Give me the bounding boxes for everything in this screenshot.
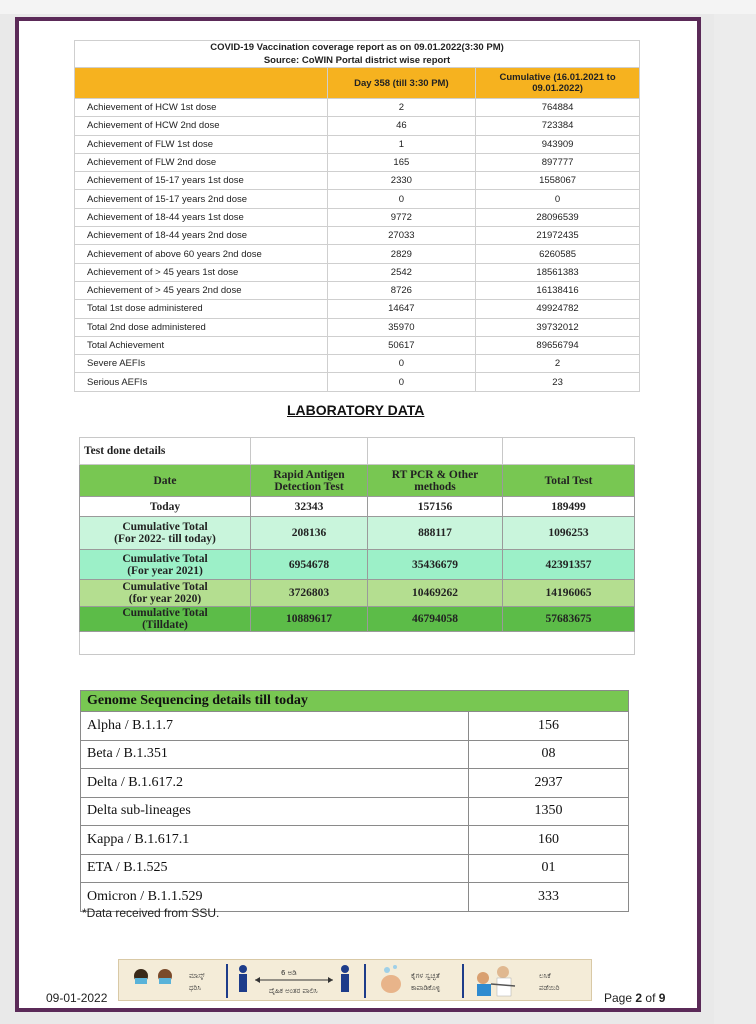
person-icon bbox=[341, 965, 349, 992]
lab-test-done-label: Test done details bbox=[80, 438, 251, 465]
lab-row-rtpcr: 157156 bbox=[368, 497, 503, 517]
lab-row-rat: 208136 bbox=[251, 517, 368, 550]
cum-header-line2: 09.01.2022) bbox=[532, 83, 583, 94]
lab-row-date-line1: Cumulative Total bbox=[122, 581, 208, 593]
vaccination-icon bbox=[477, 966, 515, 996]
lab-blank-cell bbox=[503, 438, 635, 465]
vaccination-row bbox=[75, 263, 640, 281]
page-current: 2 bbox=[635, 991, 643, 1005]
vaccination-row bbox=[75, 227, 640, 245]
lab-column-header bbox=[80, 465, 635, 497]
vaccination-row-day: 2829 bbox=[327, 245, 476, 263]
lab-table bbox=[79, 437, 635, 655]
vaccination-row-label: Achievement of > 45 years 1st dose bbox=[75, 263, 328, 281]
vaccination-row-cumulative: 1558067 bbox=[476, 172, 640, 190]
vaccination-row-label: Achievement of > 45 years 2nd dose bbox=[75, 281, 328, 299]
genome-row bbox=[81, 797, 629, 826]
genome-row-value: 08 bbox=[469, 740, 629, 769]
svg-text:ಪಡೆಯಿರಿ: ಪಡೆಯಿರಿ bbox=[539, 984, 560, 992]
genome-heading: Genome Sequencing details till today bbox=[81, 691, 629, 712]
vaccination-row-label: Total 1st dose administered bbox=[75, 300, 328, 318]
vaccination-row bbox=[75, 117, 640, 135]
lab-row-date-line2: (For year 2021) bbox=[127, 564, 203, 577]
lab-row-date-line1: Today bbox=[149, 500, 181, 513]
right-strip bbox=[714, 14, 756, 1024]
lab-row-date bbox=[80, 497, 251, 517]
lab-header-rat-line1: Rapid Antigen bbox=[273, 468, 345, 481]
lab-header-rtpcr-line2: methods bbox=[414, 480, 456, 493]
vaccination-row-cumulative: 0 bbox=[476, 190, 640, 208]
lab-row-rtpcr: 888117 bbox=[368, 517, 503, 550]
vaccination-row bbox=[75, 281, 640, 299]
vaccination-row-day: 0 bbox=[327, 373, 476, 391]
vaccination-row-day: 2542 bbox=[327, 263, 476, 281]
vaccination-row bbox=[75, 355, 640, 373]
vaccination-row bbox=[75, 208, 640, 226]
vaccination-row-day: 2330 bbox=[327, 172, 476, 190]
lab-row bbox=[80, 517, 635, 550]
vaccination-row-cumulative: 16138416 bbox=[476, 281, 640, 299]
genome-row-name: Alpha / B.1.1.7 bbox=[81, 712, 469, 741]
vaccination-row-day: 165 bbox=[327, 153, 476, 171]
lab-row-total: 14196065 bbox=[503, 580, 635, 607]
vaccination-row-label: Total Achievement bbox=[75, 336, 328, 354]
svg-text:ಲಸಿಕೆ: ಲಸಿಕೆ bbox=[539, 972, 551, 980]
hand-wash-icon bbox=[381, 965, 401, 993]
vaccination-row-cumulative: 943909 bbox=[476, 135, 640, 153]
lab-blank-cell bbox=[251, 438, 368, 465]
genome-row-value: 1350 bbox=[469, 797, 629, 826]
vaccination-row bbox=[75, 300, 640, 318]
genome-row-name: Beta / B.1.351 bbox=[81, 740, 469, 769]
vaccination-row-label: Achievement of 15-17 years 2nd dose bbox=[75, 190, 328, 208]
lab-row-rat: 32343 bbox=[251, 497, 368, 517]
vaccination-row bbox=[75, 135, 640, 153]
genome-row-name: Delta / B.1.617.2 bbox=[81, 769, 469, 798]
vaccination-row-day: 46 bbox=[327, 117, 476, 135]
genome-row-name: ETA / B.1.525 bbox=[81, 854, 469, 883]
vaccination-row-day: 2 bbox=[327, 99, 476, 117]
vaccination-row-cumulative: 18561383 bbox=[476, 263, 640, 281]
vaccination-row-day: 14647 bbox=[327, 300, 476, 318]
lab-body bbox=[80, 497, 635, 632]
vaccination-row-cumulative: 6260585 bbox=[476, 245, 640, 263]
footnote: *Data received from SSU. bbox=[82, 906, 220, 920]
vaccination-title: COVID-19 Vaccination coverage report as on 09.01.2022(3:30 PM) bbox=[75, 41, 640, 55]
vaccination-source: Source: CoWIN Portal district wise report bbox=[75, 54, 640, 68]
vaccination-row-label: Achievement of 18-44 years 1st dose bbox=[75, 208, 328, 226]
vaccination-row bbox=[75, 336, 640, 354]
vaccination-row-cumulative: 89656794 bbox=[476, 336, 640, 354]
vaccination-row-cumulative: 764884 bbox=[476, 99, 640, 117]
lab-header-rtpcr bbox=[368, 465, 503, 497]
vaccination-row bbox=[75, 245, 640, 263]
vaccination-row-label: Total 2nd dose administered bbox=[75, 318, 328, 336]
vaccination-row-label: Severe AEFIs bbox=[75, 355, 328, 373]
vaccination-row-label: Achievement of FLW 2nd dose bbox=[75, 153, 328, 171]
lab-row-date-line1: Cumulative Total bbox=[122, 607, 208, 619]
genome-row-name: Delta sub-lineages bbox=[81, 797, 469, 826]
lab-header-rtpcr-line1: RT PCR & Other bbox=[391, 468, 479, 481]
svg-text:ಕೈಗಳ ಸ್ವಚ್ಛತೆ: ಕೈಗಳ ಸ್ವಚ್ಛತೆ bbox=[411, 972, 440, 980]
vaccination-row bbox=[75, 318, 640, 336]
vaccination-row-label: Achievement of HCW 1st dose bbox=[75, 99, 328, 117]
genome-table bbox=[80, 690, 629, 912]
lab-row bbox=[80, 607, 635, 632]
vaccination-row-label: Achievement of HCW 2nd dose bbox=[75, 117, 328, 135]
genome-row bbox=[81, 712, 629, 741]
vaccination-row-label: Achievement of 18-44 years 2nd dose bbox=[75, 227, 328, 245]
genome-row bbox=[81, 854, 629, 883]
lab-row-rat: 3726803 bbox=[251, 580, 368, 607]
vaccination-row-cumulative: 23 bbox=[476, 373, 640, 391]
vaccination-row-cumulative: 723384 bbox=[476, 117, 640, 135]
vaccination-row-day: 9772 bbox=[327, 208, 476, 226]
genome-row-name: Kappa / B.1.617.1 bbox=[81, 826, 469, 855]
genome-row-value: 156 bbox=[469, 712, 629, 741]
lab-row-date bbox=[80, 580, 251, 607]
cum-header-line1: Cumulative (16.01.2021 to bbox=[499, 72, 616, 83]
genome-row-value: 01 bbox=[469, 854, 629, 883]
vaccination-header-blank bbox=[75, 68, 328, 99]
lab-row-date bbox=[80, 607, 251, 632]
svg-text:ದೈಹಿಕ ಅಂತರ ಪಾಲಿಸಿ: ದೈಹಿಕ ಅಂತರ ಪಾಲಿಸಿ bbox=[269, 987, 318, 995]
vaccination-row bbox=[75, 99, 640, 117]
genome-row bbox=[81, 769, 629, 798]
vaccination-source-row bbox=[75, 54, 640, 68]
lab-row-date bbox=[80, 550, 251, 580]
genome-row bbox=[81, 826, 629, 855]
lab-header-rat bbox=[251, 465, 368, 497]
lab-row-rtpcr: 46794058 bbox=[368, 607, 503, 632]
lab-row-rat: 10889617 bbox=[251, 607, 368, 632]
vaccination-row-day: 1 bbox=[327, 135, 476, 153]
vaccination-header-day: Day 358 (till 3:30 PM) bbox=[327, 68, 476, 99]
lab-header-total: Total Test bbox=[503, 465, 635, 497]
footer-date: 09-01-2022 bbox=[46, 991, 108, 1005]
lab-row bbox=[80, 550, 635, 580]
page-of: of bbox=[645, 991, 656, 1005]
lab-row-date-line1: Cumulative Total bbox=[122, 552, 208, 565]
svg-text:ಧರಿಸಿ: ಧರಿಸಿ bbox=[189, 984, 201, 992]
lab-blank-cell bbox=[80, 632, 635, 655]
vaccination-row-label: Serious AEFIs bbox=[75, 373, 328, 391]
genome-body bbox=[81, 712, 629, 912]
vaccination-row-cumulative: 28096539 bbox=[476, 208, 640, 226]
vaccination-row-label: Achievement of 15-17 years 1st dose bbox=[75, 172, 328, 190]
svg-text:ಮಾಸ್ಕ್: ಮಾಸ್ಕ್ bbox=[189, 972, 205, 980]
genome-row-value: 333 bbox=[469, 883, 629, 912]
vaccination-row bbox=[75, 153, 640, 171]
vaccination-row-label: Achievement of above 60 years 2nd dose bbox=[75, 245, 328, 263]
vaccination-row-cumulative: 2 bbox=[476, 355, 640, 373]
vaccination-row-day: 0 bbox=[327, 355, 476, 373]
lab-row bbox=[80, 497, 635, 517]
vaccination-row bbox=[75, 190, 640, 208]
lab-row-date-line2: (For 2022- till today) bbox=[114, 533, 216, 545]
vaccination-column-header bbox=[75, 68, 640, 99]
lab-blank-row bbox=[80, 632, 635, 655]
genome-row bbox=[81, 740, 629, 769]
lab-row-date-line2: (Tilldate) bbox=[142, 619, 188, 631]
footer-banner bbox=[118, 959, 592, 1001]
vaccination-table bbox=[74, 40, 640, 392]
top-strip bbox=[0, 0, 756, 14]
vaccination-row-label: Achievement of FLW 1st dose bbox=[75, 135, 328, 153]
vaccination-title-row bbox=[75, 41, 640, 55]
lab-row-date-line2: (for year 2020) bbox=[128, 593, 202, 605]
lab-row-total: 189499 bbox=[503, 497, 635, 517]
genome-header-row bbox=[81, 691, 629, 712]
lab-row-date bbox=[80, 517, 251, 550]
lab-row-rtpcr: 10469262 bbox=[368, 580, 503, 607]
vaccination-row-day: 35970 bbox=[327, 318, 476, 336]
vaccination-row-day: 0 bbox=[327, 190, 476, 208]
vaccination-row-day: 50617 bbox=[327, 336, 476, 354]
page-total: 9 bbox=[658, 991, 666, 1005]
vaccination-header-cumulative bbox=[476, 68, 640, 99]
vaccination-row-cumulative: 39732012 bbox=[476, 318, 640, 336]
banner-distance: 6 ಅಡಿ bbox=[281, 969, 297, 977]
lab-row-total: 1096253 bbox=[503, 517, 635, 550]
lab-test-done-row bbox=[80, 438, 635, 465]
lab-row-rtpcr: 35436679 bbox=[368, 550, 503, 580]
lab-row bbox=[80, 580, 635, 607]
vaccination-row bbox=[75, 373, 640, 391]
page-prefix: Page bbox=[604, 991, 633, 1005]
person-icon bbox=[239, 965, 247, 992]
lab-heading: LABORATORY DATA bbox=[287, 402, 425, 418]
vaccination-row-day: 27033 bbox=[327, 227, 476, 245]
vaccination-row-cumulative: 21972435 bbox=[476, 227, 640, 245]
genome-row-name: Omicron / B.1.1.529 bbox=[81, 883, 469, 912]
page-number bbox=[604, 991, 665, 1005]
vaccination-row bbox=[75, 172, 640, 190]
lab-header-rat-line2: Detection Test bbox=[274, 480, 344, 493]
lab-row-total: 42391357 bbox=[503, 550, 635, 580]
vaccination-row-day: 8726 bbox=[327, 281, 476, 299]
vaccination-row-cumulative: 49924782 bbox=[476, 300, 640, 318]
lab-blank-cell bbox=[368, 438, 503, 465]
lab-row-date-line1: Cumulative Total bbox=[122, 521, 208, 533]
genome-row-value: 160 bbox=[469, 826, 629, 855]
banner-graphic bbox=[119, 960, 593, 1002]
lab-row-total: 57683675 bbox=[503, 607, 635, 632]
svg-text:ಕಾಪಾಡಿಕೊಳ್ಳಿ: ಕಾಪಾಡಿಕೊಳ್ಳಿ bbox=[411, 984, 441, 992]
vaccination-body bbox=[75, 99, 640, 392]
vaccination-row-cumulative: 897777 bbox=[476, 153, 640, 171]
lab-row-rat: 6954678 bbox=[251, 550, 368, 580]
lab-header-date: Date bbox=[80, 465, 251, 497]
genome-row-value: 2937 bbox=[469, 769, 629, 798]
